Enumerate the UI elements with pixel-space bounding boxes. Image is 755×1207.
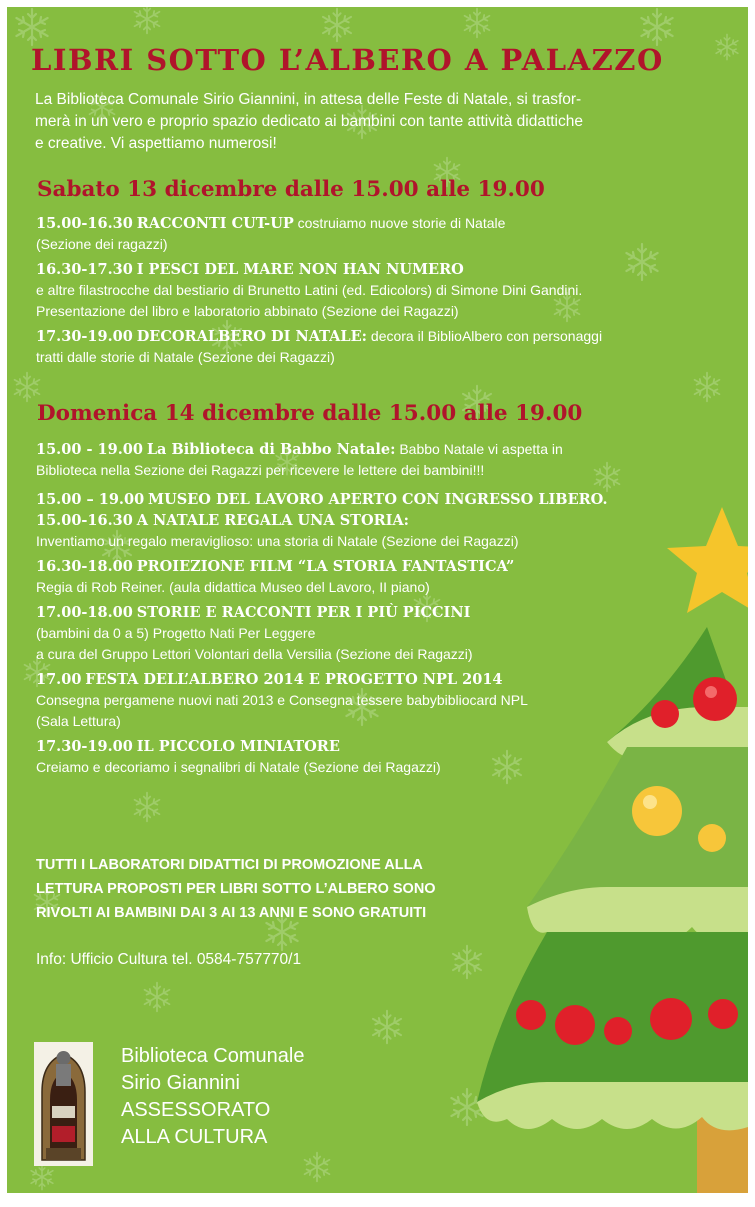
event-detail: Biblioteca nella Sezione dei Ragazzi per ricevere le lettere dei bambini!!! [36,462,485,478]
library-logo-icon [34,1042,93,1166]
event-title: PROIEZIONE FILM “LA STORIA FANTASTICA” [136,558,515,575]
event-detail: e altre filastrocche dal bestiario di Brunetto Latini (ed. Edicolors) di Simone Dini Gandini. [36,282,583,298]
schedule-event [36,259,748,322]
event-detail: (Sezione dei ragazzi) [36,236,168,252]
event-detail: Regia di Rob Reiner. (aula didattica Museo del Lavoro, II piano) [36,579,430,595]
department-line: ASSESSORATO [121,1099,271,1121]
event-description: decora il BiblioAlbero con personaggi [370,328,603,344]
event-title: IL PICCOLO MINIATORE [136,738,340,755]
event-time: 15.00 - 19.00 [36,441,143,458]
event-detail: Presentazione del libro e laboratorio abbinato (Sezione dei Ragazzi) [36,303,459,319]
event-time: 16.30-17.30 [36,261,133,278]
event-detail: (Sala Lettura) [36,713,121,729]
intro-line: e creative. Vi aspettiamo numerosi! [35,135,277,152]
age-notice [36,853,556,925]
poster-title: LIBRI SOTTO L’ALBERO A PALAZZO [31,43,664,77]
event-title: FESTA DELL’ALBERO 2014 E PROGETTO NPL 2014 [85,671,503,688]
event-detail: Creiamo e decoriamo i segnalibri di Natale (Sezione dei Ragazzi) [36,759,441,775]
event-title: STORIE E RACCONTI PER I PIÙ PICCINI [136,604,471,621]
event-time: 17.30-19.00 [36,328,133,345]
sunday-schedule [36,439,748,782]
notice-line: LETTURA PROPOSTI PER LIBRI SOTTO L’ALBERO SONO [36,881,436,897]
library-name [121,1043,304,1151]
event-time: 17.00-18.00 [36,604,133,621]
schedule-event [36,326,748,368]
department-line: ALLA CULTURA [121,1126,268,1148]
sunday-heading: Domenica 14 dicembre dalle 15.00 alle 19.00 [37,401,583,426]
event-title: A NATALE REGALA UNA STORIA: [136,512,410,529]
event-detail: Consegna pergamene nuovi nati 2013 e Consegna tessere babybibliocard NPL [36,692,528,708]
saturday-heading: Sabato 13 dicembre dalle 15.00 alle 19.00 [37,177,545,202]
schedule-event [36,556,748,598]
library-name-line: Biblioteca Comunale [121,1045,305,1067]
schedule-event [36,439,748,481]
contact-info: Info: Ufficio Cultura tel. 0584-757770/1 [36,951,302,968]
event-time: 17.00 [36,671,82,688]
event-detail: Inventiamo un regalo meraviglioso: una storia di Natale (Sezione dei Ragazzi) [36,533,519,549]
schedule-event [36,510,748,552]
schedule-event [36,489,748,510]
notice-line: TUTTI I LABORATORI DIDATTICI DI PROMOZIONE ALLA [36,857,423,873]
intro-line: merà in un vero e proprio spazio dedicato ai bambini con tante attività didattiche [35,113,583,130]
event-description: costruiamo nuove storie di Natale [297,215,506,231]
event-detail: (bambini da 0 a 5) Progetto Nati Per Leggere [36,625,316,641]
event-description: Babbo Natale vi aspetta in [399,441,563,457]
event-title: I PESCI DEL MARE NON HAN NUMERO [136,261,464,278]
event-title: RACCONTI CUT-UP [136,215,294,232]
event-time: 16.30-18.00 [36,558,133,575]
event-time: 15.00 – 19.00 [36,491,145,508]
event-detail: a cura del Gruppo Lettori Volontari della Versilia (Sezione dei Ragazzi) [36,646,473,662]
notice-line: RIVOLTI AI BAMBINI DAI 3 AI 13 ANNI E SONO GRATUITI [36,905,427,921]
event-time: 15.00-16.30 [36,215,133,232]
intro-line: La Biblioteca Comunale Sirio Giannini, in attesa delle Feste di Natale, si trasfor- [35,91,582,108]
poster [7,7,748,1193]
event-title: MUSEO DEL LAVORO APERTO CON INGRESSO LIBERO. [148,491,608,508]
event-time: 17.30-19.00 [36,738,133,755]
event-title: DECORALBERO DI NATALE: [136,328,368,345]
schedule-event [36,602,748,665]
intro-paragraph [35,89,735,155]
saturday-schedule [36,213,748,372]
schedule-event [36,669,748,732]
event-detail: tratti dalle storie di Natale (Sezione dei Ragazzi) [36,349,335,365]
event-title: La Biblioteca di Babbo Natale: [146,441,396,458]
library-name-line: Sirio Giannini [121,1072,240,1094]
event-time: 15.00-16.30 [36,512,133,529]
schedule-event [36,736,748,778]
schedule-event [36,213,748,255]
